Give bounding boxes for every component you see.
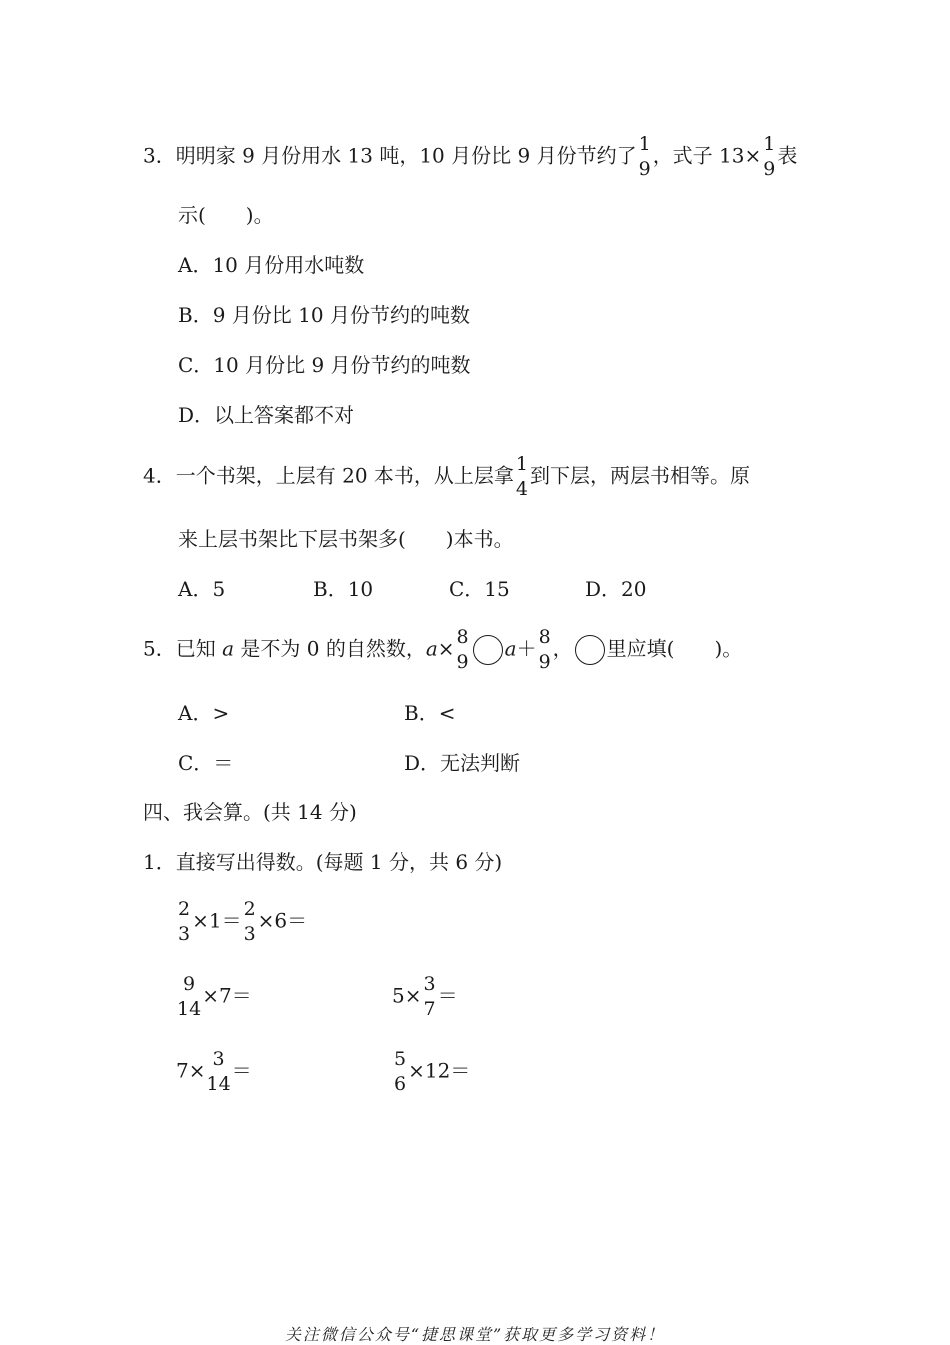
q3-text-a: 明明家 9 月份用水 13 吨，10 月份比 9 月份节约了 xyxy=(175,143,637,168)
q3-option-d: D．以上答案都不对 xyxy=(178,403,355,427)
q3-text-c: 表 xyxy=(777,143,798,168)
q5-option-c: C．＝ xyxy=(178,751,234,775)
q5-fraction-1: 8 9 xyxy=(456,626,469,673)
calc4-fraction: 3 14 xyxy=(206,1048,231,1095)
calc2-fraction: 9 14 xyxy=(177,973,202,1020)
q4-stem-line2: 来上层书架比下层书架多( )本书。 xyxy=(178,527,514,551)
calc3-fraction: 3 7 xyxy=(423,973,436,1020)
q5-number: 5． xyxy=(143,636,176,661)
calc5-tail: ×12＝ xyxy=(408,1058,471,1083)
compare-circle-icon xyxy=(473,635,503,665)
q5-plus: ＋ xyxy=(516,636,537,661)
compare-circle-icon-2 xyxy=(575,635,605,665)
q3-text-b: ，式子 13× xyxy=(652,143,762,168)
subsection-heading: 1．直接写出得数。(每题 1 分，共 6 分) xyxy=(143,850,503,874)
calc3-head: 5× xyxy=(392,983,422,1008)
calc1-fraction-a: 2 3 xyxy=(178,898,191,945)
q5-text-d: 里应填( )。 xyxy=(606,636,743,661)
q4-text-b: 到下层，两层书相等。原 xyxy=(530,463,750,488)
q4-text-a: 一个书架，上层有 20 本书，从上层拿 xyxy=(175,463,514,488)
calc-item-3 xyxy=(392,975,458,1019)
calc-item-1 xyxy=(176,900,307,944)
q4-option-a: A．5 xyxy=(178,577,226,601)
calc5-fraction: 5 6 xyxy=(394,1048,407,1095)
q3-stem xyxy=(143,135,797,179)
footer-promo: 关注微信公众号“捷思课堂”获取更多学习资料！ xyxy=(284,1325,666,1344)
calc1-fraction-b: 2 3 xyxy=(243,898,256,945)
q5-variable-a-2: a xyxy=(425,636,438,661)
calc4-tail: ＝ xyxy=(231,1058,252,1083)
q3-fraction-2: 1 9 xyxy=(763,133,776,180)
q4-option-c: C．15 xyxy=(449,577,510,601)
q5-option-a: A．> xyxy=(178,701,230,725)
calc1-op1: ×1＝ xyxy=(192,908,242,933)
q5-fraction-2: 8 9 xyxy=(538,626,551,673)
q5-times: × xyxy=(437,636,455,661)
section-heading: 四、我会算。(共 14 分) xyxy=(143,800,357,824)
q3-option-b: B．9 月份比 10 月份节约的吨数 xyxy=(178,303,470,327)
calc-item-4 xyxy=(176,1050,252,1094)
calc2-tail: ×7＝ xyxy=(202,983,252,1008)
q3-option-c: C．10 月份比 9 月份节约的吨数 xyxy=(178,353,471,377)
q5-option-d: D．无法判断 xyxy=(404,751,521,775)
q4-option-d: D．20 xyxy=(585,577,647,601)
calc1-op2: ×6＝ xyxy=(257,908,308,933)
q5-text-a: 已知 xyxy=(175,636,216,661)
q5-variable-a: a xyxy=(222,636,235,661)
calc-item-2 xyxy=(176,975,252,1019)
q5-text-c: ， xyxy=(552,636,573,661)
q3-fraction-1: 1 9 xyxy=(638,133,651,180)
q4-number: 4． xyxy=(143,463,176,488)
q4-fraction: 1 4 xyxy=(515,453,528,500)
q3-stem-line2: 示( )。 xyxy=(178,203,274,227)
calc3-tail: ＝ xyxy=(437,983,458,1008)
q5-variable-a-3: a xyxy=(504,636,517,661)
calc-item-5 xyxy=(392,1050,470,1094)
q5-stem xyxy=(143,628,742,672)
q4-stem xyxy=(143,455,750,499)
q3-option-a: A．10 月份用水吨数 xyxy=(178,253,365,277)
q5-option-b: B．< xyxy=(404,701,456,725)
calc4-head: 7× xyxy=(176,1058,206,1083)
q3-number: 3． xyxy=(143,143,176,168)
q4-option-b: B．10 xyxy=(313,577,374,601)
q5-text-b: 是不为 0 的自然数， xyxy=(240,636,426,661)
